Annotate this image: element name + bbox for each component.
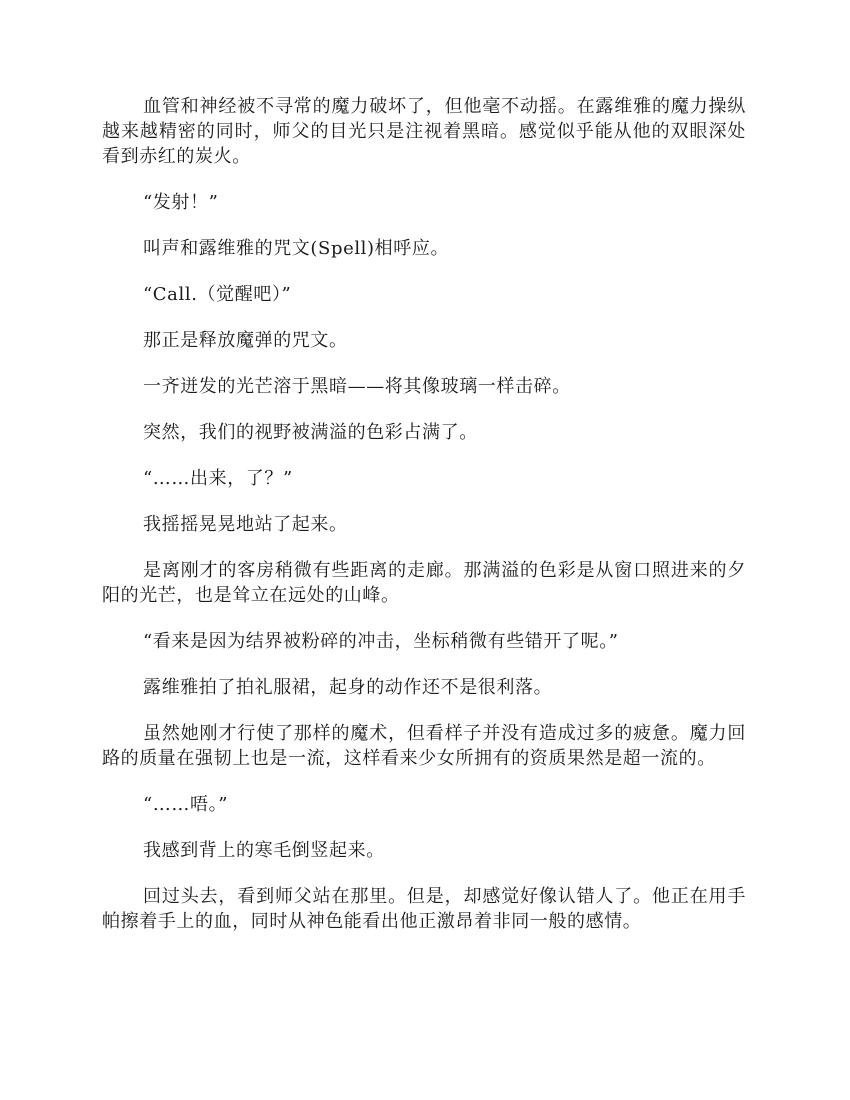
paragraph: 露维雅拍了拍礼服裙，起身的动作还不是很利落。 [143, 677, 553, 698]
paragraph: 血管和神经被不寻常的魔力破坏了，但他毫不动摇。在露维雅的魔力操纵越来越精密的同时，师父的目光只是注视着黑暗。感觉似乎能从他的双眼深处看到赤红的炭火。 [102, 96, 746, 167]
paragraph: “……唔。” [143, 794, 229, 815]
paragraph: 一齐迸发的光芒溶于黑暗——将其像玻璃一样击碎。 [143, 376, 571, 397]
paragraph: 我摇摇晃晃地站了起来。 [143, 514, 348, 535]
paragraph: “看来是因为结界被粉碎的冲击，坐标稍微有些错开了呢。” [143, 631, 619, 652]
paragraph: “发射！” [143, 192, 219, 213]
paragraph: 虽然她刚才行使了那样的魔术，但看样子并没有造成过多的疲惫。魔力回路的质量在强韧上也是一流，这样看来少女所拥有的资质果然是超一流的。 [102, 723, 746, 769]
paragraph: 是离刚才的客房稍微有些距离的走廊。那满溢的色彩是从窗口照进来的夕阳的光芒，也是耸立在远处的山峰。 [102, 560, 746, 606]
paragraph: 回过头去，看到师父站在那里。但是，却感觉好像认错人了。他正在用手帕擦着手上的血，同时从神色能看出他正激昂着非同一般的感情。 [102, 886, 746, 932]
paragraph: 突然，我们的视野被满溢的色彩占满了。 [143, 422, 478, 443]
paragraph: “Call.（觉醒吧）” [143, 284, 292, 305]
paragraph: “……出来，了？” [143, 468, 293, 489]
paragraph: 我感到背上的寒毛倒竖起来。 [143, 840, 385, 861]
paragraph: 叫声和露维雅的咒文(Spell)相呼应。 [143, 238, 450, 259]
paragraph: 那正是释放魔弹的咒文。 [143, 330, 348, 351]
